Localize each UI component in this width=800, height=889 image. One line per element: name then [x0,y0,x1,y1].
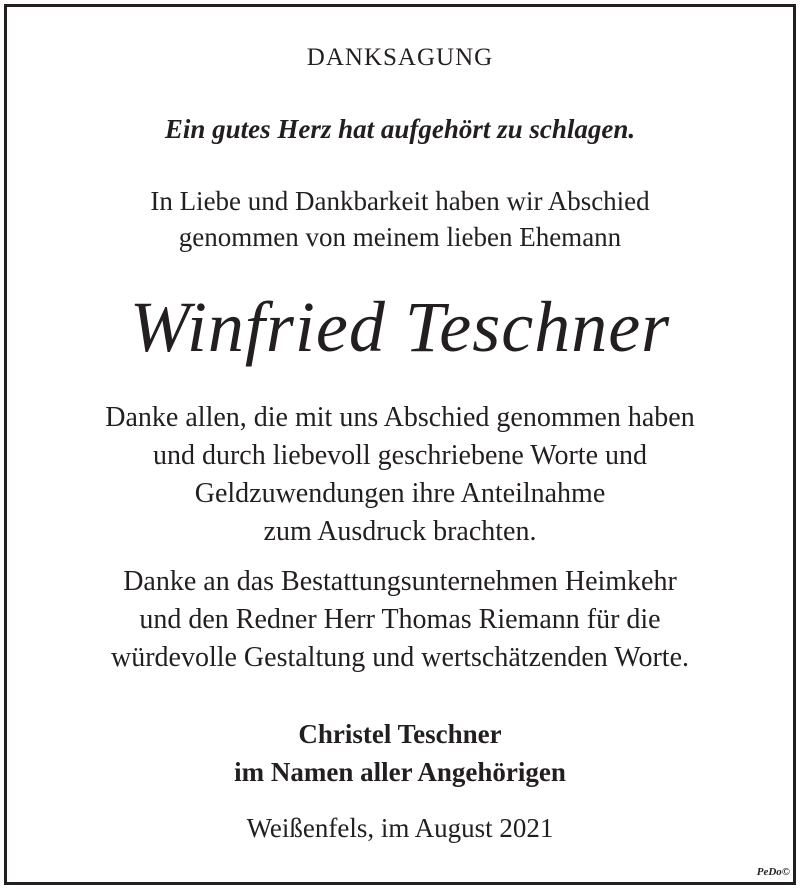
thanks-line: Danke allen, die mit uns Abschied genommen haben [105,402,695,433]
deceased-name: Winfried Teschner [129,287,671,367]
notice-tagline: Ein gutes Herz hat aufgehört zu schlagen. [164,114,636,144]
signature-name: Christel Teschner [298,719,502,749]
signature-subline: im Namen aller Angehörigen [234,757,566,787]
thanks-line: Danke an das Bestattungsunternehmen Heimkehr [123,566,677,597]
intro-line: In Liebe und Dankbarkeit haben wir Abschied [150,186,650,216]
notice-heading: DANKSAGUNG [306,44,494,71]
thanks-line: und den Redner Herr Thomas Riemann für die [139,604,661,635]
thanks-line: würdevolle Gestaltung und wertschätzenden Worte. [110,642,690,673]
place-date: Weißenfels, im August 2021 [246,813,554,843]
intro-line: genommen von meinem lieben Ehemann [178,222,622,252]
designer-credit: PeDo© [756,866,790,878]
thanks-line: zum Ausdruck brachten. [263,516,537,547]
thanks-line: und durch liebevoll geschriebene Worte und [152,440,648,471]
thanks-line: Geldzuwendungen ihre Anteilnahme [194,478,606,509]
